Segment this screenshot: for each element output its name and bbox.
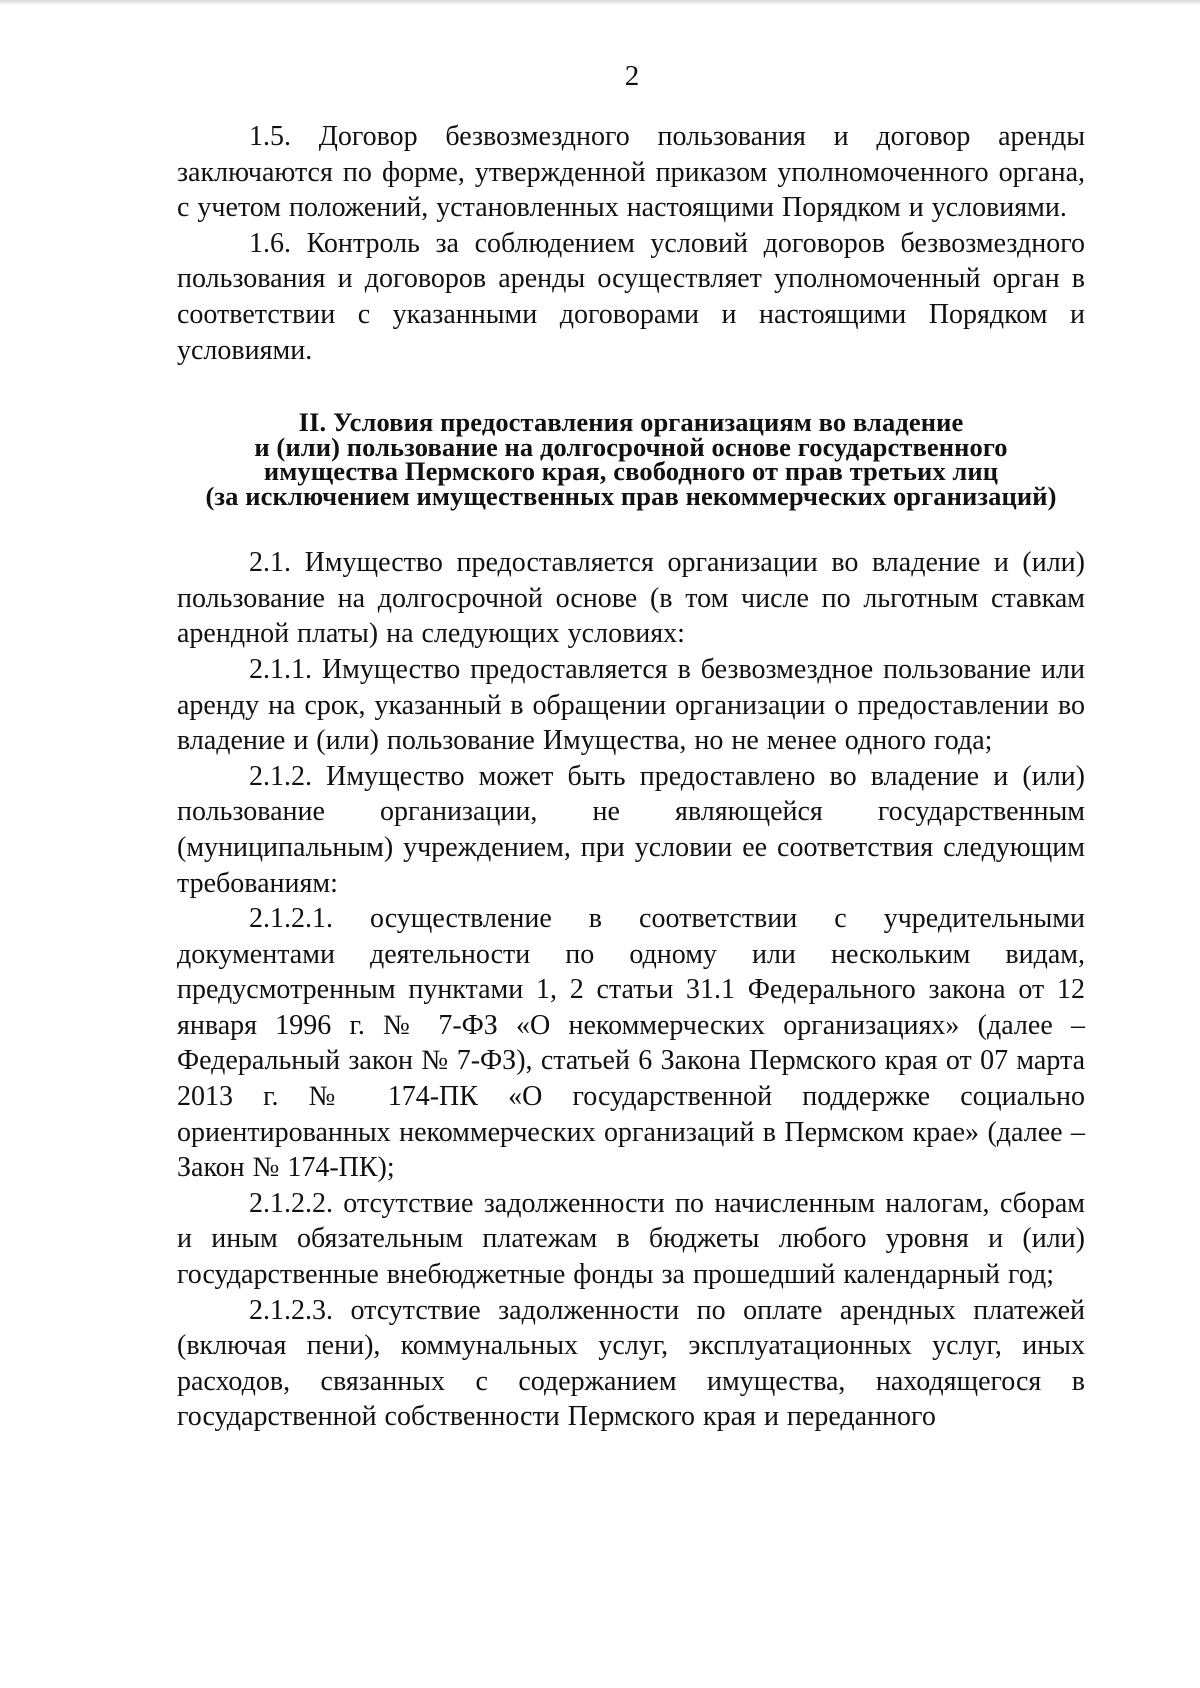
paragraph-2-1: 2.1. Имущество предоставляется организации во владение и (или) пользование на долгосрочной основе (в том числе по льготным ставкам арендной платы) на следующих условиях: [177,547,1085,650]
paragraph-1-5: 1.5. Договор безвозмездного пользования и договор аренды заключаются по форме, утвержденной приказом уполномоченного органа, с учетом положений, установленных настоящими Порядком и условиями. [177,121,1085,224]
section-heading-2 [177,407,1085,511]
paragraph-2-1-2: 2.1.2. Имущество может быть предоставлено во владение и (или) пользование организации, не являющейся государственным (муниципальным) учреждением, при условии ее соответствия следующим требованиям: [177,760,1085,899]
paragraph-2-1-2-1: 2.1.2.1. осуществление в соответствии с учредительными документами деятельности по одному или нескольким видам, предусмотренным пунктами 1, 2 статьи 31.1 Федерального закона от 12 января 1996 г. № 7-ФЗ «О некоммерческих организациях» (далее – Федеральный закон № 7-ФЗ), статьей 6 Закона Пермского края от 07 марта 2013 г. № 174-ПК «О государственной поддержке социально ориентированных некоммерческих организаций в Пермском крае» (далее – Закон № 174-ПК); [177,903,1085,1184]
paragraph-1-6: 1.6. Контроль за соблюдением условий договоров безвозмездного пользования и договоров аренды осуществляет уполномоченный орган в соответствии с указанными договорами и настоящими Порядком и условиями. [177,227,1085,366]
paragraph-2-1-1: 2.1.1. Имущество предоставляется в безвозмездное пользование или аренду на срок, указанный в обращении организации о предоставлении во владение и (или) пользование Имущества, но не менее одного года; [177,653,1085,757]
page-number: 2 [624,60,640,92]
section-heading-line: (за исключением имущественных прав некоммерческих организаций) [205,480,1057,511]
section-heading-line: имущества Пермского края, свободного от прав третьих лиц [263,456,999,487]
paragraph-2-1-2-2: 2.1.2.2. отсутствие задолженности по начисленным налогам, сборам и иным обязательным платежам в бюджеты любого уровня и (или) государственные внебюджетные фонды за прошедший календарный год; [177,1187,1085,1291]
section-heading-line: и (или) пользование на долгосрочной основе государственного [254,431,1008,462]
paragraph-2-1-2-3: 2.1.2.3. отсутствие задолженности по оплате арендных платежей (включая пени), коммунальных услуг, эксплуатационных услуг, иных расходов, связанных с содержанием имущества, находящегося в государственной собственности Пермского края и переданного [177,1294,1085,1433]
scan-top-edge [0,0,1200,5]
section-heading-line: II. Условия предоставления организациям во владение [298,407,964,438]
document-body [177,119,1085,1435]
